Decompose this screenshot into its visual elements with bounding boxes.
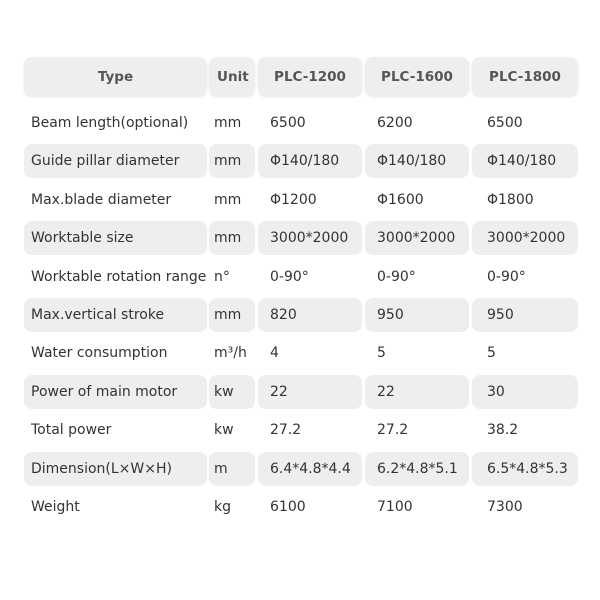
value-plc-1200: 820	[258, 298, 362, 332]
table-row	[24, 413, 578, 447]
value-plc-1800: 950	[472, 298, 578, 332]
header-plc-1600: PLC-1600	[365, 57, 469, 96]
header-unit: Unit	[209, 57, 255, 96]
table-row	[24, 106, 578, 140]
row-label: Weight	[31, 498, 80, 515]
value-plc-1600: 7100	[377, 498, 413, 515]
row-unit: mm	[214, 115, 242, 131]
table-row	[24, 298, 578, 332]
value-plc-1600: Φ140/180	[365, 144, 469, 178]
value-plc-1800: 6.5*4.8*5.3	[472, 452, 578, 486]
row-label: Beam length(optional)	[31, 115, 189, 131]
table-row	[24, 221, 578, 255]
row-label: Max.vertical stroke	[24, 298, 207, 332]
value-plc-1600: Φ1600	[377, 191, 424, 208]
value-plc-1800: Φ140/180	[472, 144, 578, 178]
table-row	[24, 144, 578, 178]
value-plc-1600: 27.2	[377, 422, 409, 439]
table-row	[24, 452, 578, 486]
value-plc-1600: 22	[365, 375, 469, 409]
value-plc-1800: 5	[487, 345, 496, 362]
row-unit: m³/h	[214, 345, 247, 362]
value-plc-1200: 6.4*4.8*4.4	[258, 452, 362, 486]
table-row	[24, 375, 578, 409]
value-plc-1200: 4	[270, 345, 279, 362]
row-label: Guide pillar diameter	[24, 144, 207, 178]
value-plc-1200: 27.2	[270, 422, 302, 439]
value-plc-1200: 0-90°	[270, 268, 309, 285]
table-row	[24, 490, 578, 524]
value-plc-1600: 3000*2000	[365, 221, 469, 255]
header-type: Type	[24, 57, 207, 96]
value-plc-1800: 3000*2000	[472, 221, 578, 255]
row-label: Worktable size	[24, 221, 207, 255]
table-row	[24, 183, 578, 217]
value-plc-1800: Φ1800	[487, 191, 534, 208]
table-row	[24, 336, 578, 370]
value-plc-1200: Φ140/180	[258, 144, 362, 178]
row-unit: m	[209, 452, 255, 486]
row-label: Max.blade diameter	[31, 191, 172, 208]
value-plc-1600: 6200	[377, 115, 413, 131]
value-plc-1600: 5	[377, 345, 386, 362]
row-label: Worktable rotation range	[31, 268, 207, 285]
value-plc-1200: Φ1200	[270, 191, 317, 208]
value-plc-1600: 6.2*4.8*5.1	[365, 452, 469, 486]
value-plc-1200: 22	[258, 375, 362, 409]
value-plc-1200: 3000*2000	[258, 221, 362, 255]
row-unit: mm	[209, 221, 255, 255]
row-unit: mm	[209, 298, 255, 332]
row-unit: n°	[214, 268, 230, 285]
row-label: Total power	[31, 422, 112, 439]
header-plc-1800: PLC-1800	[472, 57, 578, 96]
value-plc-1600: 0-90°	[377, 268, 416, 285]
spec-table	[24, 57, 578, 528]
row-label: Water consumption	[31, 345, 168, 362]
table-header-row	[24, 57, 578, 96]
header-plc-1200: PLC-1200	[258, 57, 362, 96]
value-plc-1800: 38.2	[487, 422, 519, 439]
value-plc-1800: 0-90°	[487, 268, 526, 285]
value-plc-1800: 30	[472, 375, 578, 409]
value-plc-1200: 6500	[270, 115, 306, 131]
value-plc-1200: 6100	[270, 498, 306, 515]
row-unit: kw	[214, 422, 234, 439]
row-unit: mm	[214, 191, 242, 208]
row-label: Dimension(L×W×H)	[24, 452, 207, 486]
row-unit: kg	[214, 498, 231, 515]
row-unit: kw	[209, 375, 255, 409]
row-unit: mm	[209, 144, 255, 178]
value-plc-1600: 950	[365, 298, 469, 332]
table-row	[24, 260, 578, 294]
row-label: Power of main motor	[24, 375, 207, 409]
value-plc-1800: 6500	[487, 115, 523, 131]
value-plc-1800: 7300	[487, 498, 523, 515]
